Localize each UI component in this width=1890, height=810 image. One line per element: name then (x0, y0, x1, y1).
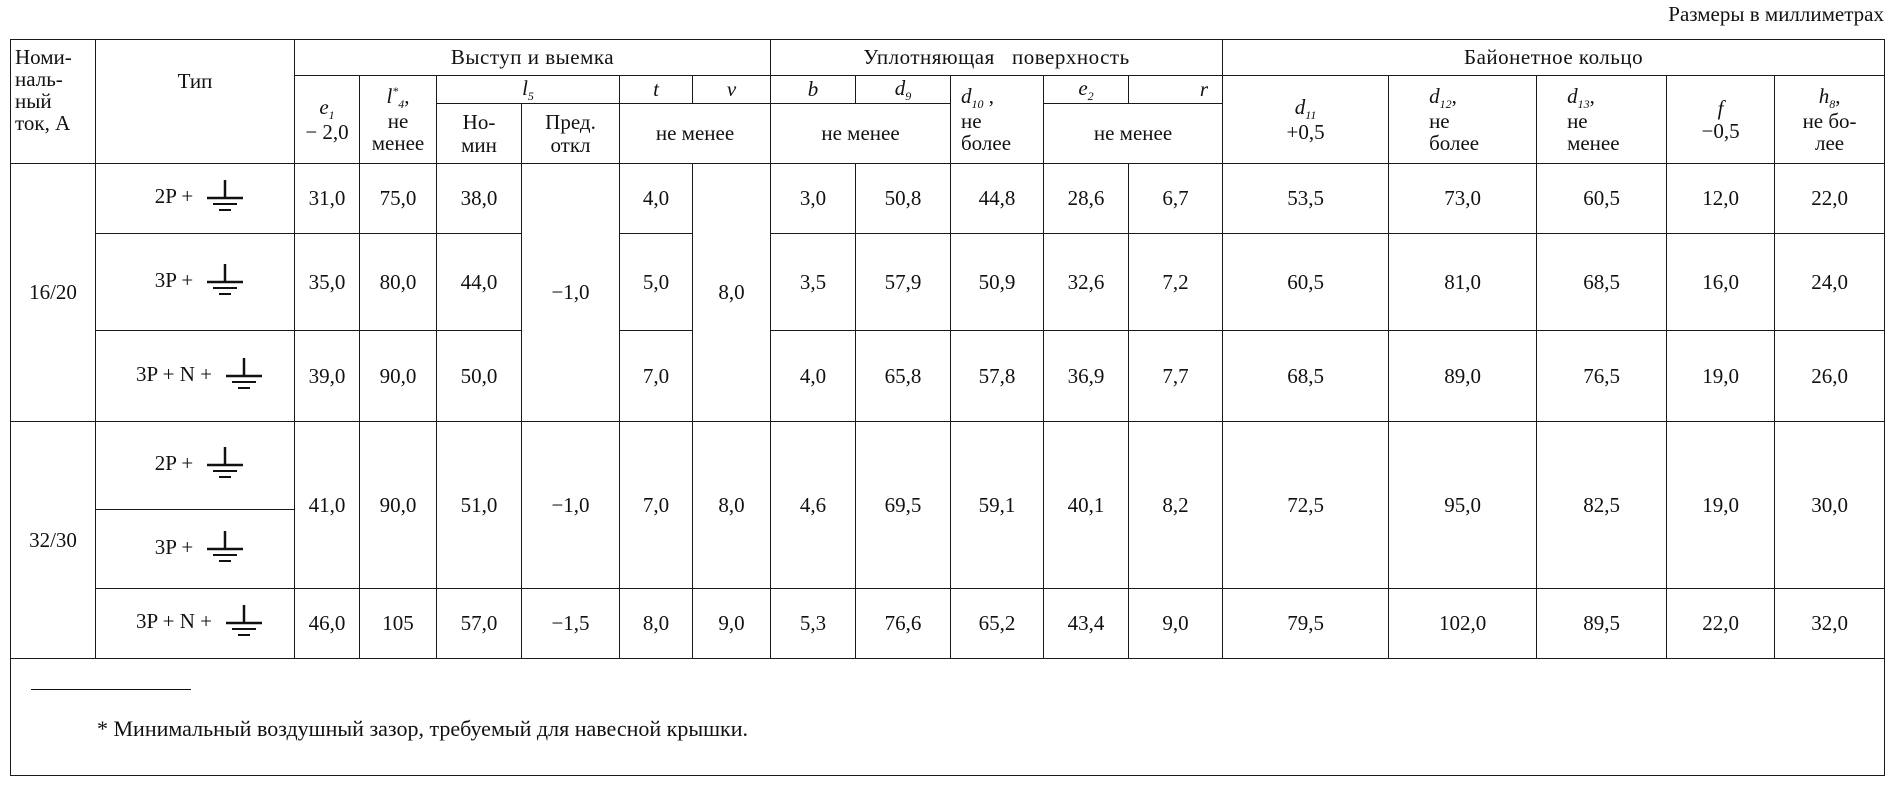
header-l5-nom: Но- мин (437, 104, 522, 164)
h8-cell: 32,0 (1775, 589, 1885, 659)
type-cell: 3P + N + (96, 589, 295, 659)
f-cell: 19,0 (1667, 331, 1775, 422)
header-h8: $h_8$, не бо- лее (1775, 76, 1885, 164)
b-cell: 4,6 (771, 422, 856, 589)
d13-cell: 60,5 (1537, 164, 1667, 234)
t-cell: 4,0 (620, 164, 693, 234)
e1-cell: 41,0 (295, 422, 360, 589)
b-cell: 4,0 (771, 331, 856, 422)
ground-symbol-icon (222, 603, 266, 643)
e2-cell: 36,9 (1044, 331, 1129, 422)
type-cell: 2P + (96, 164, 295, 234)
footnote-divider (31, 689, 191, 690)
r-cell: 9,0 (1129, 589, 1223, 659)
footnote-cell (11, 659, 1885, 776)
l5-pred-cell: −1,5 (522, 589, 620, 659)
table-row (11, 234, 1885, 331)
d10-cell: 65,2 (951, 589, 1044, 659)
d13-cell: 68,5 (1537, 234, 1667, 331)
header-l5: $l_5$ (437, 76, 620, 104)
f-cell: 16,0 (1667, 234, 1775, 331)
f-cell: 19,0 (1667, 422, 1775, 589)
d13-cell: 89,5 (1537, 589, 1667, 659)
d12-cell: 89,0 (1389, 331, 1537, 422)
d13-cell: 82,5 (1537, 422, 1667, 589)
l5-nom-cell: 51,0 (437, 422, 522, 589)
header-d12: $d_{12}$, не более (1389, 76, 1537, 164)
e1-cell: 39,0 (295, 331, 360, 422)
d11-cell: 68,5 (1223, 331, 1389, 422)
header-type: Тип (96, 40, 295, 164)
header-group-vystup: Выступ и выемка (295, 40, 771, 76)
v-cell: 8,0 (693, 164, 771, 422)
header-group-uplot: Уплотняющая поверхность (771, 40, 1223, 76)
units-label: Размеры в миллиметрах (1668, 2, 1884, 26)
header-ne-menee-1: не менее (620, 104, 771, 164)
header-r: r (1129, 76, 1223, 104)
header-ne-menee-3: не менее (1044, 104, 1223, 164)
e1-cell: 31,0 (295, 164, 360, 234)
r-cell: 7,7 (1129, 331, 1223, 422)
ground-symbol-icon (203, 178, 247, 218)
spec-table (10, 39, 1885, 776)
d11-cell: 79,5 (1223, 589, 1389, 659)
table-row (11, 164, 1885, 234)
ground-symbol-icon (222, 356, 266, 396)
e1-cell: 35,0 (295, 234, 360, 331)
table-row (11, 422, 1885, 510)
header-f: f −0,5 (1667, 76, 1775, 164)
r-cell: 6,7 (1129, 164, 1223, 234)
l5-nom-cell: 57,0 (437, 589, 522, 659)
d10-cell: 57,8 (951, 331, 1044, 422)
current-cell: 16/20 (11, 164, 96, 422)
ground-symbol-icon (203, 529, 247, 569)
e2-cell: 32,6 (1044, 234, 1129, 331)
d11-cell: 72,5 (1223, 422, 1389, 589)
t-cell: 8,0 (620, 589, 693, 659)
l5-pred-cell: −1,0 (522, 164, 620, 422)
l4-cell: 90,0 (360, 331, 437, 422)
t-cell: 5,0 (620, 234, 693, 331)
e2-cell: 43,4 (1044, 589, 1129, 659)
l5-nom-cell: 38,0 (437, 164, 522, 234)
l4-cell: 75,0 (360, 164, 437, 234)
h8-cell: 26,0 (1775, 331, 1885, 422)
d12-cell: 102,0 (1389, 589, 1537, 659)
l5-nom-cell: 44,0 (437, 234, 522, 331)
header-ne-menee-2: не менее (771, 104, 951, 164)
header-d9: $d_9$ (856, 76, 951, 104)
type-cell: 3P + (96, 510, 295, 589)
header-d11: $d_{11}$ +0,5 (1223, 76, 1389, 164)
l4-cell: 90,0 (360, 422, 437, 589)
type-cell: 3P + N + (96, 331, 295, 422)
f-cell: 22,0 (1667, 589, 1775, 659)
d11-cell: 53,5 (1223, 164, 1389, 234)
e2-cell: 40,1 (1044, 422, 1129, 589)
h8-cell: 24,0 (1775, 234, 1885, 331)
header-group-kolco: Байонетное кольцо (1223, 40, 1885, 76)
header-l5-pred: Пред. откл (522, 104, 620, 164)
header-v: v (693, 76, 771, 104)
d9-cell: 65,8 (856, 331, 951, 422)
f-cell: 12,0 (1667, 164, 1775, 234)
r-cell: 7,2 (1129, 234, 1223, 331)
d9-cell: 76,6 (856, 589, 951, 659)
l5-nom-cell: 50,0 (437, 331, 522, 422)
d9-cell: 57,9 (856, 234, 951, 331)
e2-cell: 28,6 (1044, 164, 1129, 234)
header-row-groups (11, 40, 1885, 76)
d9-cell: 69,5 (856, 422, 951, 589)
d13-cell: 76,5 (1537, 331, 1667, 422)
d12-cell: 81,0 (1389, 234, 1537, 331)
r-cell: 8,2 (1129, 422, 1223, 589)
d10-cell: 50,9 (951, 234, 1044, 331)
h8-cell: 30,0 (1775, 422, 1885, 589)
l5-pred-cell: −1,0 (522, 422, 620, 589)
footnote-row (11, 659, 1885, 776)
v-cell: 9,0 (693, 589, 771, 659)
type-cell: 2P + (96, 422, 295, 510)
t-cell: 7,0 (620, 422, 693, 589)
v-cell: 8,0 (693, 422, 771, 589)
h8-cell: 22,0 (1775, 164, 1885, 234)
d10-cell: 59,1 (951, 422, 1044, 589)
type-cell: 3P + (96, 234, 295, 331)
d12-cell: 73,0 (1389, 164, 1537, 234)
l4-cell: 105 (360, 589, 437, 659)
t-cell: 7,0 (620, 331, 693, 422)
b-cell: 5,3 (771, 589, 856, 659)
header-e1: $e_1$ − 2,0 (295, 76, 360, 164)
header-t: t (620, 76, 693, 104)
d11-cell: 60,5 (1223, 234, 1389, 331)
header-d13: $d_{13}$, не менее (1537, 76, 1667, 164)
d12-cell: 95,0 (1389, 422, 1537, 589)
footnote-text: * Минимальный воздушный зазор, требуемый для навесной крышки. (97, 716, 748, 741)
l4-cell: 80,0 (360, 234, 437, 331)
ground-symbol-icon (203, 262, 247, 302)
ground-symbol-icon (203, 445, 247, 485)
b-cell: 3,0 (771, 164, 856, 234)
current-cell: 32/30 (11, 422, 96, 659)
header-d10: $d_{10}$ , не более (951, 76, 1044, 164)
header-b: b (771, 76, 856, 104)
header-e2: $e_2$ (1044, 76, 1129, 104)
b-cell: 3,5 (771, 234, 856, 331)
d9-cell: 50,8 (856, 164, 951, 234)
d10-cell: 44,8 (951, 164, 1044, 234)
table-row (11, 589, 1885, 659)
table-row (11, 331, 1885, 422)
header-current: Номи- наль- ный ток, А (11, 40, 96, 164)
header-l4: $l^*_4$, не менее (360, 76, 437, 164)
e1-cell: 46,0 (295, 589, 360, 659)
